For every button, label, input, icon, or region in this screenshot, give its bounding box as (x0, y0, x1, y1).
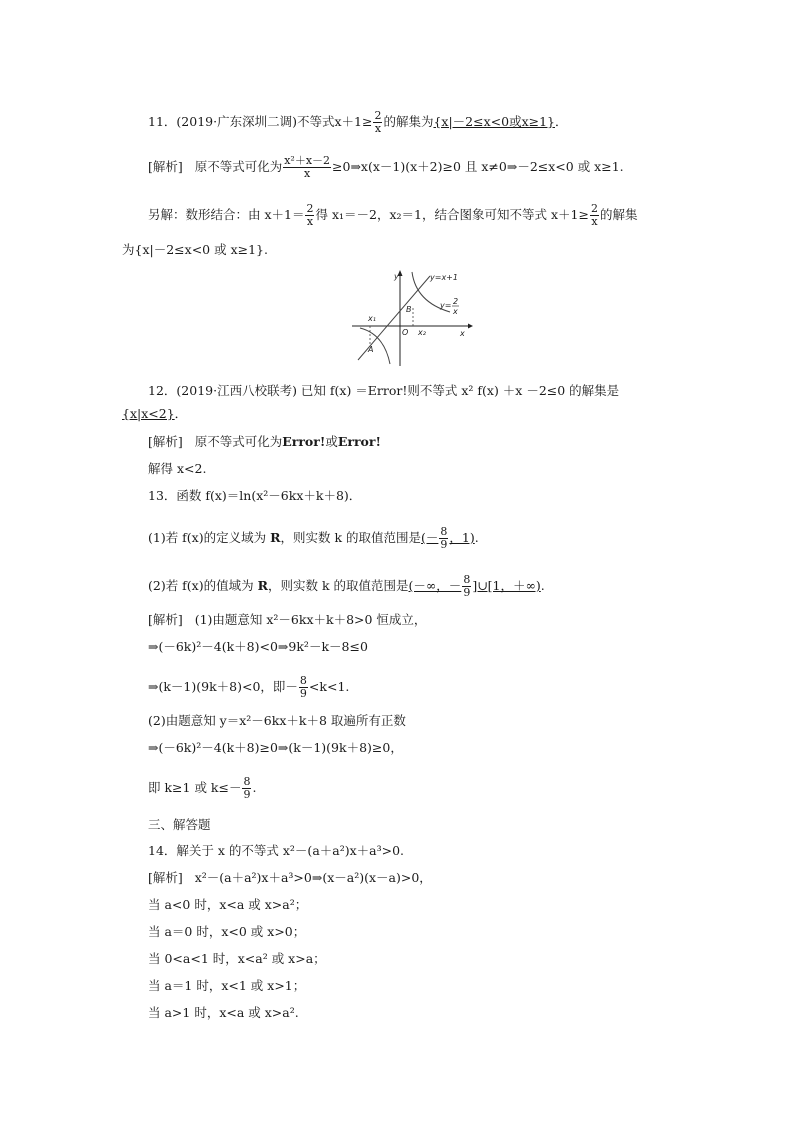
x1-label: x₁ (368, 314, 376, 323)
q14-a0: x²－(a＋a²)x＋a³>0⇒(x－a²)(x－a)>0， (194, 870, 432, 885)
q13-p1-a: (1)若 f(x)的定义域为 (148, 530, 271, 545)
q12-end: ． (174, 406, 188, 421)
q14-case-2: 当 a＝0 时，x<0 或 x>0； (148, 924, 306, 939)
q13-p1-R: R (270, 530, 281, 545)
q13-analysis-1 (148, 610, 426, 630)
q11-alt-fraction: $\frac{2}{x}$ (306, 202, 314, 228)
q11-mid: 的解集为 (383, 114, 434, 129)
q11-analysis-b: ≥0⇒x(x－1)(x＋2)≥0 且 x≠0⇒－2≤x<0 或 x≥1. (332, 159, 624, 174)
q14-case-4: 当 a＝1 时，x<1 或 x>1； (148, 978, 306, 993)
q13-title: 13．函数 f(x)＝ln(x²－6kx＋k＋8)． (148, 488, 362, 503)
q13-p2-a: (2)若 f(x)的值域为 (148, 578, 258, 593)
q11-lhs: x＋1≥ (334, 114, 373, 129)
q11-alt-fraction-2: $\frac{2}{x}$ (590, 202, 598, 228)
q11-alt-line2: 为{x|－2≤x<0 或 x≥1}. (122, 242, 268, 257)
x2-label: x₂ (418, 328, 426, 337)
q14-case-3: 当 0<a<1 时，x<a² 或 x>a； (148, 951, 326, 966)
q12-line1: 12．(2019·江西八校联考) 已知 f(x) ＝Error!则不等式 x² f(x) ＋x －2≤0 的解集是 (148, 383, 620, 398)
q13-a1: (1)由题意知 x²－6kx＋k＋8>0 恒成立， (194, 612, 427, 627)
q12-answer: {x|x<2} (122, 406, 175, 421)
q13-p2-end: . (540, 578, 545, 593)
q14-case-5: 当 a>1 时，x<a 或 x>a². (148, 1005, 299, 1020)
q13-p1-answer: (－ $\frac{8}{9}$ ，1) (421, 525, 475, 551)
q12-err2: Error! (337, 434, 381, 449)
graph-svg (350, 268, 474, 368)
line-label: y=x+1 (430, 273, 458, 282)
curve-label: y= (440, 301, 452, 310)
curve-label-den: x (453, 307, 458, 316)
q11-analysis (148, 155, 624, 180)
q11-alt-b: 得 x₁＝－2，x₂＝1，结合图象可知不等式 x＋1≥ (315, 207, 589, 222)
q11-alt-a: 另解：数形结合：由 x＋1＝ (148, 207, 305, 222)
q12-or: 或 (325, 434, 338, 449)
q11-analysis-fraction: $\frac{\text{x²＋x－2}}{x}$ (284, 154, 331, 180)
q13-p2-answer: (－∞，－ $\frac{8}{9}$ ]∪[1，＋∞) (408, 573, 541, 599)
q14-analysis (148, 868, 432, 888)
q13-a6: 即 k≥1 或 k≤－ $\frac{8}{9}$ . (148, 775, 257, 801)
graph-figure (350, 268, 474, 368)
q13-a3: ⇒(k－1)(9k＋8)<0，即－ $\frac{8}{9}$ <k<1. (148, 674, 350, 700)
point-B-label: B (406, 305, 412, 314)
q13-part2 (148, 574, 545, 599)
q11-alt-line1 (148, 203, 637, 228)
analysis-label: [解析] (148, 870, 183, 885)
x-label: x (460, 329, 465, 338)
q14-title: 14．解关于 x 的不等式 x²－(a＋a²)x＋a³>0. (148, 843, 405, 858)
q13-a4: (2)由题意知 y＝x²－6kx＋k＋8 取遍所有正数 (148, 713, 406, 728)
origin-label: O (402, 328, 409, 337)
q12-result: 解得 x<2. (148, 461, 207, 476)
curve-label-num: 2 (453, 297, 459, 306)
q13-a2: ⇒(－6k)²－4(k＋8)<0⇒9k²－k－8≤0 (148, 639, 368, 654)
q11-analysis-a: 原不等式可化为 (194, 159, 283, 174)
q13-p1-end: . (474, 530, 479, 545)
q12-err1: Error! (282, 434, 326, 449)
q12-analysis-a: 原不等式可化为 (194, 434, 283, 449)
section-title: 三、解答题 (148, 817, 211, 832)
q13-a5: ⇒(－6k)²－4(k＋8)≥0⇒(k－1)(9k＋8)≥0， (148, 740, 403, 755)
q11-end: ． (555, 114, 568, 129)
q12-answer-line (122, 404, 187, 424)
q14-case-1: 当 a<0 时，x<a 或 x>a²； (148, 897, 308, 912)
y-label: y (394, 272, 399, 281)
analysis-label: [解析] (148, 434, 183, 449)
q13-p2-R: R (257, 578, 268, 593)
q12-analysis (148, 432, 381, 452)
analysis-label: [解析] (148, 159, 183, 174)
q11-fraction: $\frac{2}{x}$ (374, 109, 382, 135)
q13-p2-b: ，则实数 k 的取值范围是 (267, 578, 409, 593)
q11-prefix: 11．(2019·广东深圳二调)不等式 (148, 114, 335, 129)
analysis-label: [解析] (148, 612, 183, 627)
q13-p1-b: ，则实数 k 的取值范围是 (280, 530, 422, 545)
q11-alt-c: 的解集 (599, 207, 638, 222)
q13-part1 (148, 526, 479, 551)
q11-answer: {x|－2≤x<0或x≥1} (433, 114, 555, 129)
hyperbola-branch-left (360, 328, 390, 364)
point-A-label: A (368, 345, 374, 354)
x-axis-arrow (468, 324, 473, 329)
q11-line (148, 110, 568, 135)
